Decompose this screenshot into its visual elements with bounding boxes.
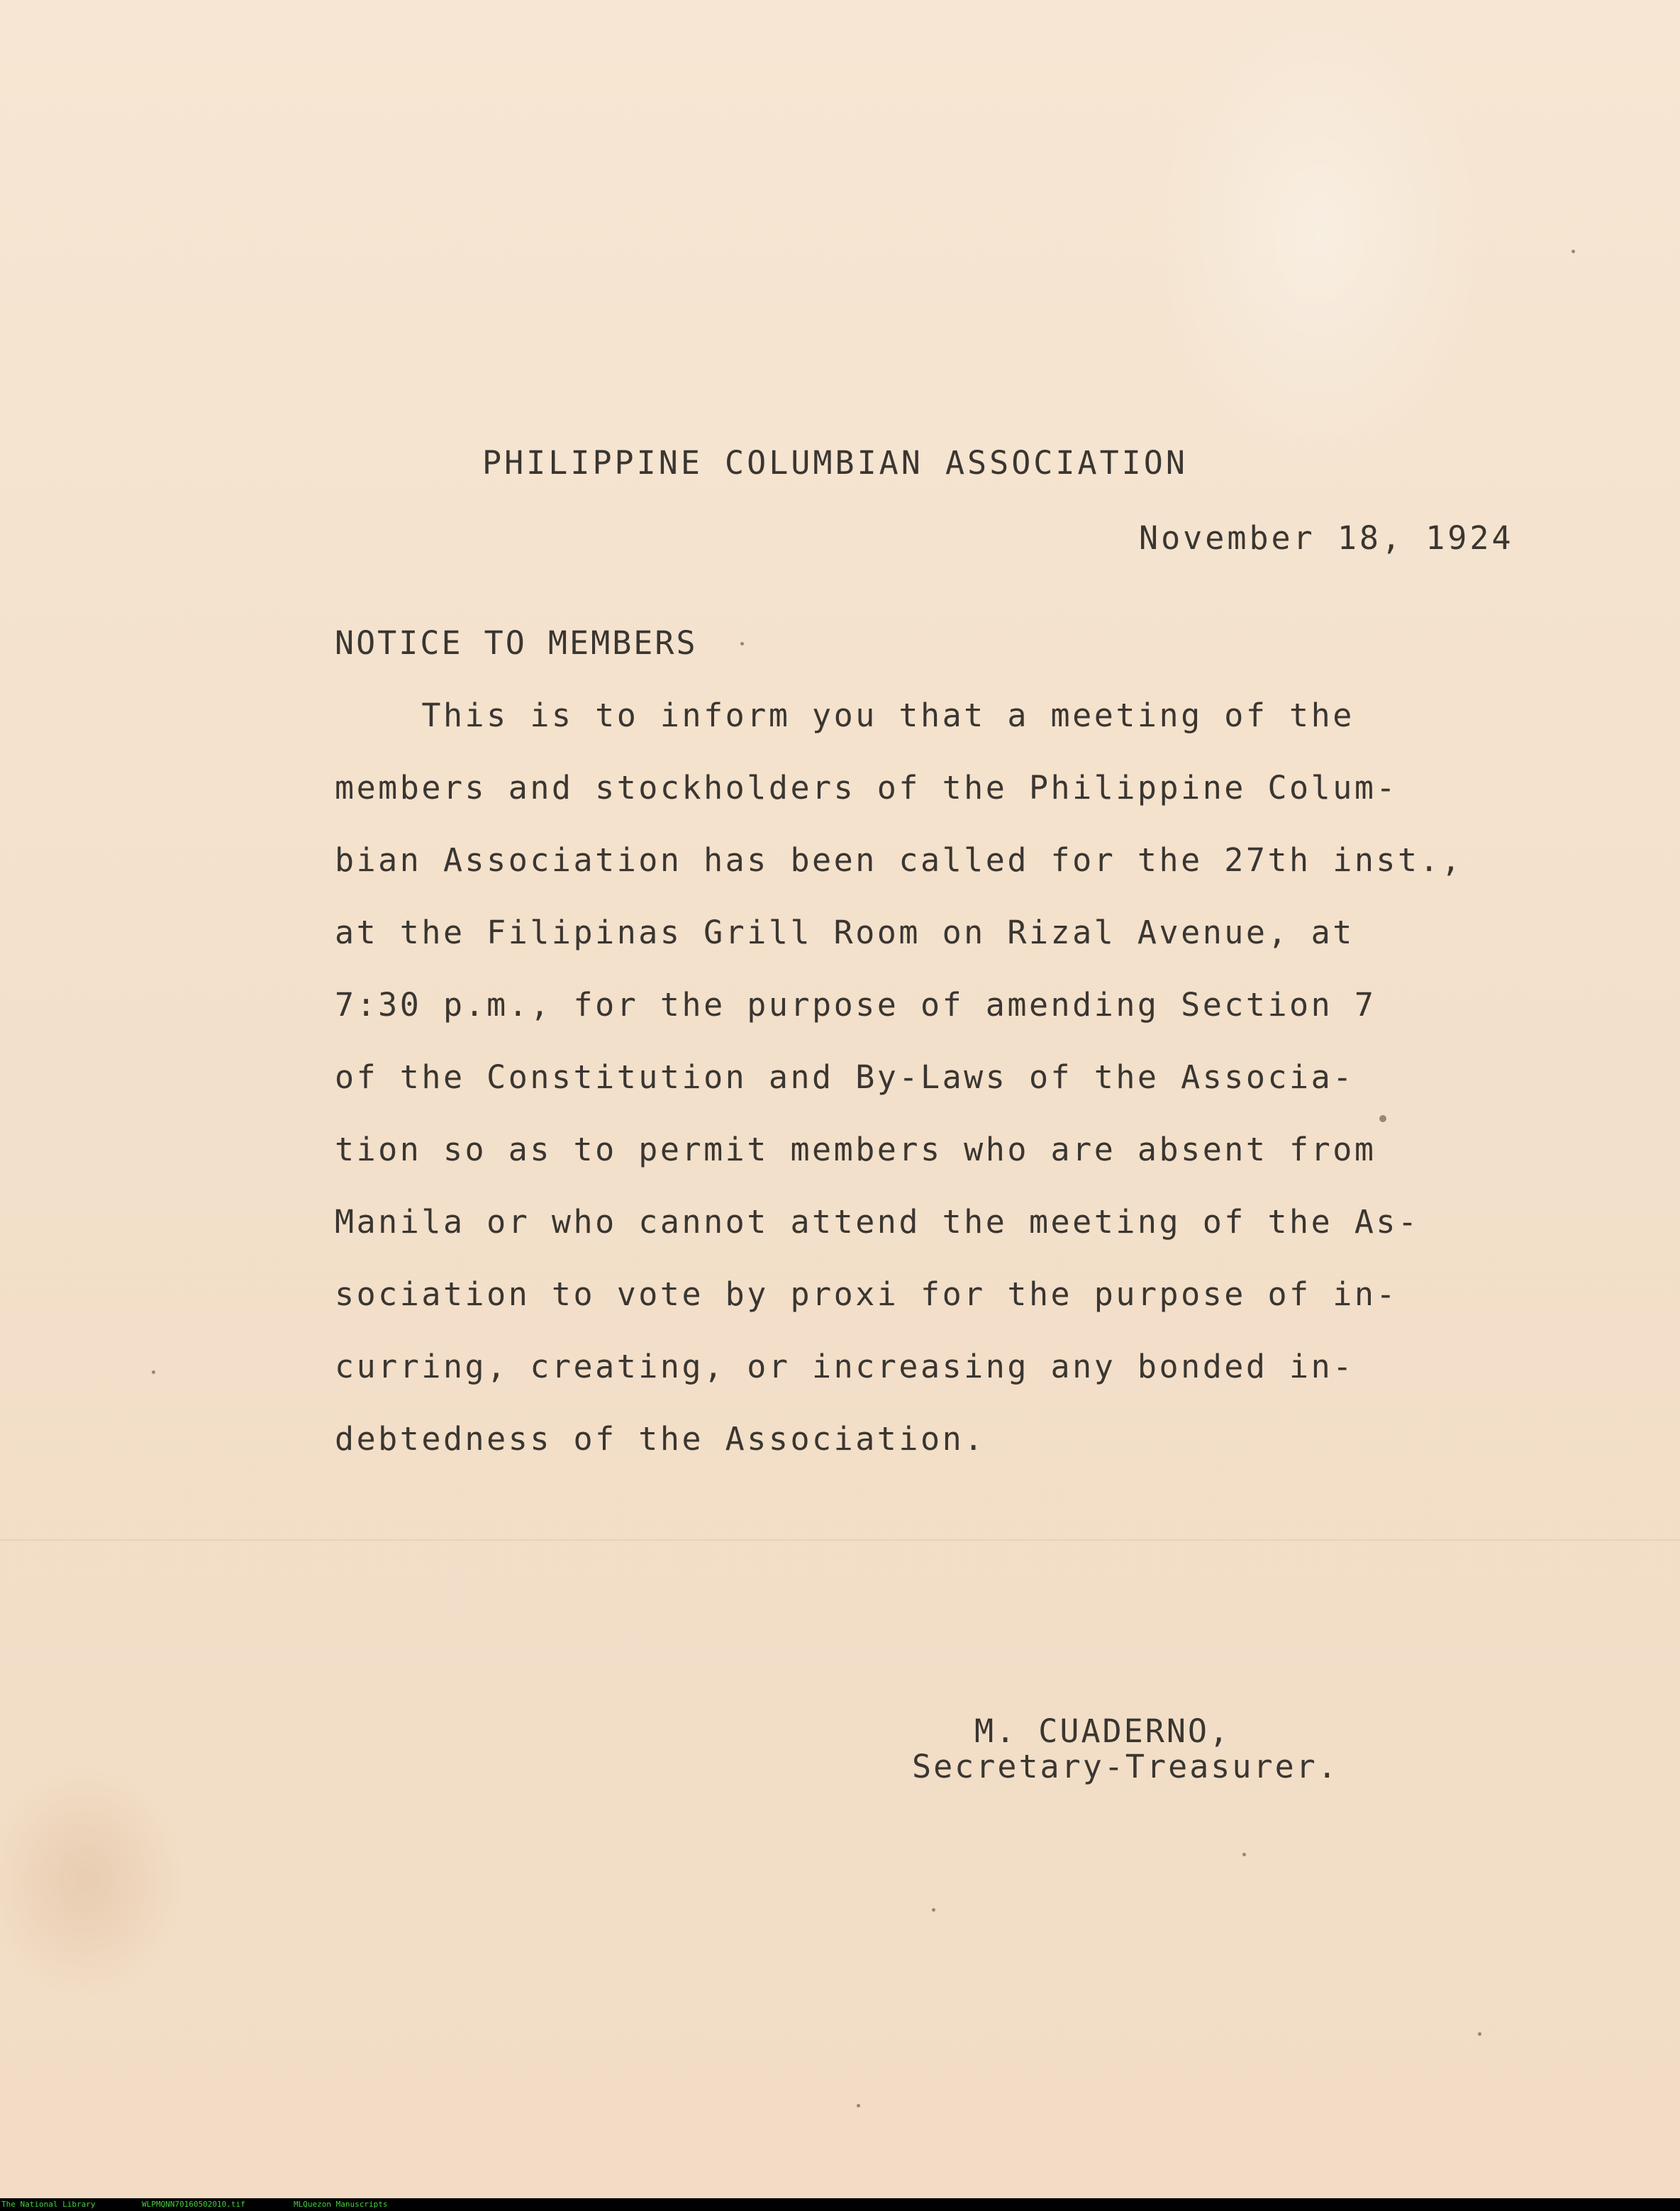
ink-speck bbox=[152, 1370, 155, 1374]
body-line: bian Association has been called for the 27th inst., bbox=[335, 841, 1463, 879]
footer-collection: MLQuezon Manuscripts bbox=[294, 2200, 388, 2209]
letter-date: November 18, 1924 bbox=[1139, 519, 1514, 557]
signature-title: Secretary-Treasurer. bbox=[912, 1748, 1339, 1785]
body-line: debtedness of the Association. bbox=[335, 1420, 986, 1458]
letterhead-title: PHILIPPINE COLUMBIAN ASSOCIATION bbox=[482, 444, 1188, 482]
body-line: sociation to vote by proxi for the purpose of in- bbox=[335, 1275, 1398, 1313]
body-line: curring, creating, or increasing any bonded in- bbox=[335, 1348, 1354, 1385]
body-line: Manila or who cannot attend the meeting of the As- bbox=[335, 1203, 1420, 1241]
body-line: 7:30 p.m., for the purpose of amending Section 7 bbox=[335, 986, 1376, 1024]
body-line: This is to inform you that a meeting of the bbox=[335, 697, 1354, 734]
ink-speck bbox=[740, 642, 744, 645]
ink-speck bbox=[1478, 2032, 1481, 2036]
scan-footer-bar bbox=[0, 2198, 1680, 2211]
ink-speck bbox=[1571, 250, 1575, 253]
body-line: of the Constitution and By-Laws of the Associa- bbox=[335, 1058, 1354, 1096]
signature-name: M. CUADERNO, bbox=[974, 1712, 1231, 1750]
ink-speck bbox=[1379, 1115, 1386, 1122]
ink-speck bbox=[1242, 1853, 1246, 1856]
footer-file-id: WLPMQNN70160502010.tif bbox=[142, 2200, 245, 2209]
ink-speck bbox=[857, 2104, 860, 2107]
body-line: tion so as to permit members who are absent from bbox=[335, 1131, 1376, 1168]
paper-fold bbox=[0, 1539, 1680, 1541]
ink-speck bbox=[932, 1908, 935, 1912]
footer-library: The National Library bbox=[1, 2200, 96, 2209]
notice-title: NOTICE TO MEMBERS bbox=[335, 624, 698, 662]
body-line: at the Filipinas Grill Room on Rizal Avenue, at bbox=[335, 914, 1354, 951]
body-line: members and stockholders of the Philippine Colum- bbox=[335, 769, 1398, 807]
